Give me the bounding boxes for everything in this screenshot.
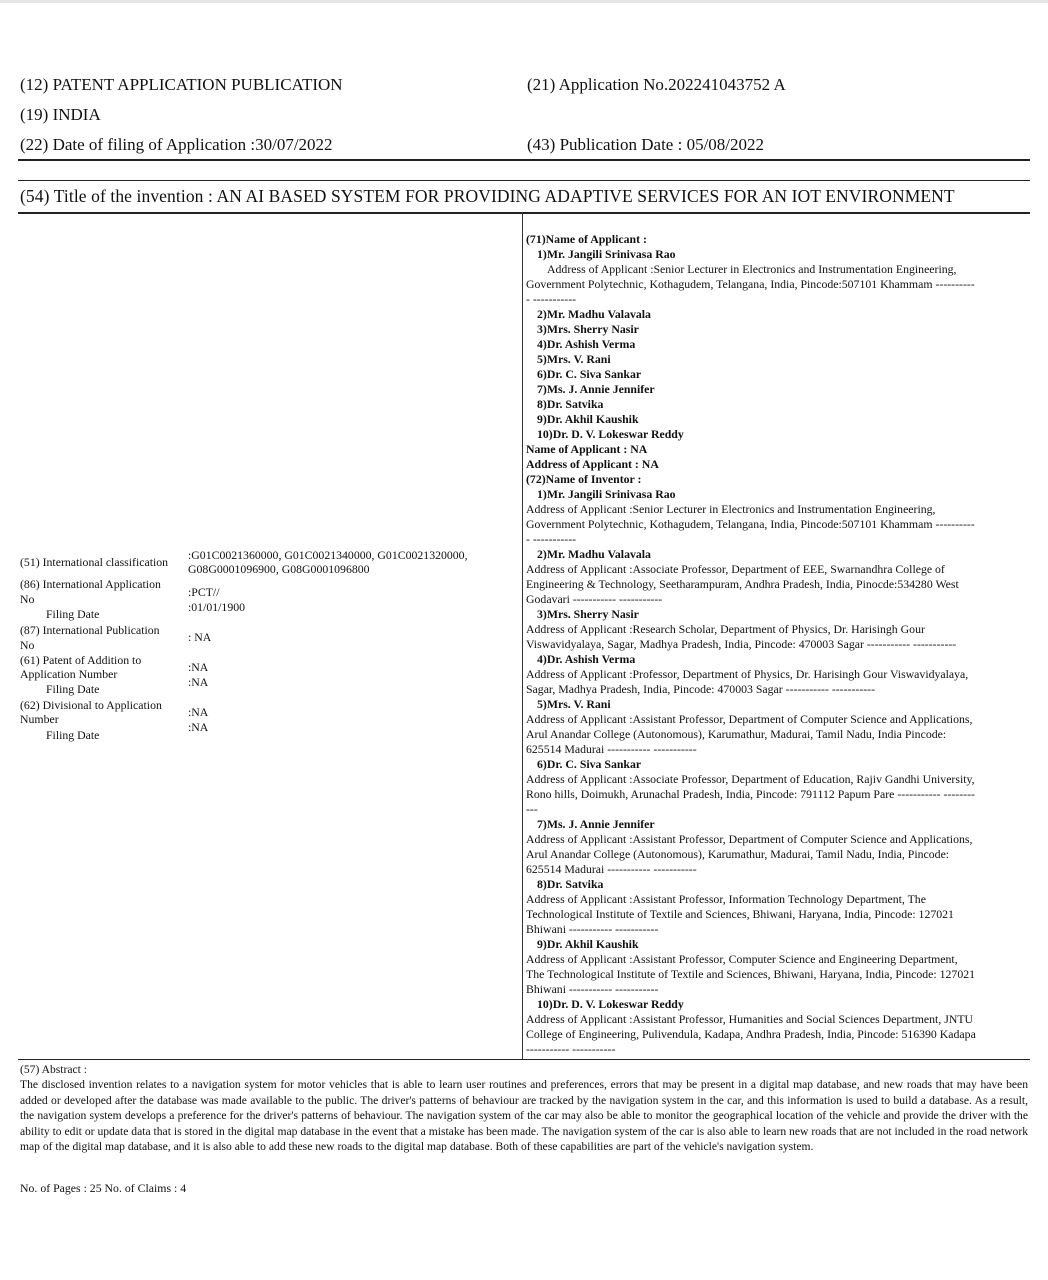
applicant-heading-line: (72)Name of Inventor : xyxy=(526,472,642,486)
applicant-heading-line: 7)Ms. J. Annie Jennifer xyxy=(537,382,655,396)
applicant-heading-line: 9)Dr. Akhil Kaushik xyxy=(537,412,639,426)
field-61-label: (61) Patent of Addition to xyxy=(20,653,142,667)
applicant-address-line: --- xyxy=(526,802,538,816)
applicant-heading-line: (71)Name of Applicant : xyxy=(526,232,647,246)
field-86-value: :PCT// xyxy=(188,585,220,599)
field-86-filing-label: Filing Date xyxy=(46,607,100,621)
applicant-heading-line: 4)Dr. Ashish Verma xyxy=(537,337,636,351)
field-62-filing-label: Filing Date xyxy=(46,728,100,742)
applicant-address-line: Bhiwani ----------- ----------- xyxy=(526,982,659,996)
filing-date: (22) Date of filing of Application :30/07/2022 xyxy=(20,135,333,154)
top-border xyxy=(0,0,1048,3)
publication-type: (12) PATENT APPLICATION PUBLICATION xyxy=(20,75,343,94)
applicant-heading-line: 6)Dr. C. Siva Sankar xyxy=(537,757,642,771)
applicant-address-line: Viswavidyalaya, Sagar, Madhya Pradesh, India, Pincode: 470003 Sagar ----------- ----------- xyxy=(526,637,957,651)
field-62-filing-value: :NA xyxy=(188,720,209,734)
field-61-label-2: Application Number xyxy=(20,667,118,681)
applicant-address-line: Godavari ----------- ----------- xyxy=(526,592,663,606)
field-51-value-2: G08G0001096900, G08G0001096800 xyxy=(188,562,370,576)
applicant-heading-line: 1)Mr. Jangili Srinivasa Rao xyxy=(537,487,676,501)
applicant-heading-line: 2)Mr. Madhu Valavala xyxy=(537,307,651,321)
applicant-address-line: Address of Applicant :Senior Lecturer in Electronics and Instrumentation Engineering, xyxy=(526,502,936,516)
applicant-heading-line: 5)Mrs. V. Rani xyxy=(537,697,611,711)
publication-date: (43) Publication Date : 05/08/2022 xyxy=(527,135,765,154)
applicant-heading-line: 6)Dr. C. Siva Sankar xyxy=(537,367,642,381)
applicant-heading-line: 7)Ms. J. Annie Jennifer xyxy=(537,817,655,831)
applicant-address-line: Address of Applicant :Professor, Department of Physics, Dr. Harisingh Gour Viswavidyalaya, xyxy=(526,667,969,681)
applicant-heading-line: 10)Dr. D. V. Lokeswar Reddy xyxy=(537,427,684,441)
applicant-address-line: Address of Applicant :Assistant Professor, Information Technology Department, The xyxy=(526,892,926,906)
field-62-label: (62) Divisional to Application xyxy=(20,698,162,712)
abstract-text: The disclosed invention relates to a navigation system for motor vehicles that is able to learn user routines and preferences, errors that may be present in a digital map database, and new roads that may have been added or developed after the database was made available to the public. The driver's patterns of behaviour are tracked by the navigation system in the car, and this information is used to build a database. As a result, the navigation system develops a preference for the driver's patterns of behaviour. The navigation system of the car may also be able to monitor the geographical location of the vehicle and provide the driver with the ability to edit or update data that is stored in the digital map database in the event that a mistake has been made. The navigation system of the car is also able to learn new roads that are not included in the road network map of the digital map database, and it is also able to add these new roads to the digital map database. Both of these capabilities are part of the vehicle's navigation system. xyxy=(20,1078,1028,1154)
field-61-value: :NA xyxy=(188,660,209,674)
title-divider xyxy=(18,212,1030,214)
field-87-label: (87) International Publication xyxy=(20,623,160,637)
field-62-value: :NA xyxy=(188,705,209,719)
country: (19) INDIA xyxy=(20,105,101,124)
applicant-heading-line: 9)Dr. Akhil Kaushik xyxy=(537,937,639,951)
column-divider xyxy=(522,212,523,1059)
applicant-address-line: ----------- ----------- xyxy=(526,1042,616,1056)
field-87-value: : NA xyxy=(188,630,212,644)
applicant-heading-line: 2)Mr. Madhu Valavala xyxy=(537,547,651,561)
pages-claims: No. of Pages : 25 No. of Claims : 4 xyxy=(20,1181,187,1195)
applicant-address-line: Arul Anandar College (Autonomous), Karumathur, Madurai, Tamil Nadu, India Pincode: xyxy=(526,727,947,741)
applicant-address-line: Government Polytechnic, Kothagudem, Telangana, India, Pincode:507101 Khammam ---------- xyxy=(526,277,975,291)
invention-title: (54) Title of the invention : AN AI BASED SYSTEM FOR PROVIDING ADAPTIVE SERVICES FOR AN IOT ENVIRONMENT xyxy=(20,186,955,206)
applicant-address-line: Rono hills, Doimukh, Arunachal Pradesh, India, Pincode: 791112 Papum Pare ----------- -------- xyxy=(526,787,975,801)
applicant-address-line: Address of Applicant :Associate Professor, Department of EEE, Swarnandhra College of xyxy=(526,562,945,576)
applicant-address-line: Sagar, Madhya Pradesh, India, Pincode: 470003 Sagar ----------- ----------- xyxy=(526,682,876,696)
applicant-address-line: 625514 Madurai ----------- ----------- xyxy=(526,862,697,876)
title-top-rule xyxy=(18,180,1030,181)
applicant-address-line: Address of Applicant :Assistant Professor, Humanities and Social Sciences Department, JNTU xyxy=(526,1012,974,1026)
applicant-address-line: Government Polytechnic, Kothagudem, Telangana, India, Pincode:507101 Khammam ---------- xyxy=(526,517,975,531)
header-divider xyxy=(18,159,1030,161)
applicant-address-line: Bhiwani ----------- ----------- xyxy=(526,922,659,936)
abstract-divider xyxy=(18,1059,1030,1060)
applicant-address-line: College of Engineering, Pulivendula, Kadapa, Andhra Pradesh, India, Pincode: 516390 Kadapa xyxy=(526,1027,976,1041)
applicant-address-line: Address of Applicant :Associate Professor, Department of Education, Rajiv Gandhi University, xyxy=(526,772,975,786)
applicant-heading-line: 1)Mr. Jangili Srinivasa Rao xyxy=(537,247,676,261)
applicant-address-line: Address of Applicant :Research Scholar, Department of Physics, Dr. Harisingh Gour xyxy=(526,622,925,636)
applicant-address-line: Address of Applicant :Senior Lecturer in Electronics and Instrumentation Engineering, xyxy=(547,262,957,276)
applicant-address-line: Address of Applicant :Assistant Professor, Department of Computer Science and Applications, xyxy=(526,712,973,726)
applicant-address-line: Arul Anandar College (Autonomous), Karumathur, Madurai, Tamil Nadu, India, Pincode: xyxy=(526,847,950,861)
applicant-heading-line: 3)Mrs. Sherry Nasir xyxy=(537,322,639,336)
field-86-filing-value: :01/01/1900 xyxy=(188,600,246,614)
applicant-heading-line: 3)Mrs. Sherry Nasir xyxy=(537,607,639,621)
applicant-address-line: Technological Institute of Textile and Sciences, Bhiwani, Haryana, India, Pincode: 127021 xyxy=(526,907,954,921)
applicant-heading-line: 8)Dr. Satvika xyxy=(537,397,604,411)
field-62-label-2: Number xyxy=(20,712,59,726)
applicant-heading-line: 4)Dr. Ashish Verma xyxy=(537,652,636,666)
applicant-address-line: The Technological Institute of Textile and Sciences, Bhiwani, Haryana, India, Pincode: 127021 xyxy=(526,967,976,981)
field-86-label-2: No xyxy=(20,592,35,606)
field-51-label: (51) International classification xyxy=(20,555,169,569)
applicant-address-line: - ----------- xyxy=(526,292,577,306)
applicant-heading-line: 8)Dr. Satvika xyxy=(537,877,604,891)
field-87-label-2: No xyxy=(20,638,35,652)
field-86-label: (86) International Application xyxy=(20,577,161,591)
abstract-heading: (57) Abstract : xyxy=(20,1063,87,1076)
applicant-address-line: Engineering & Technology, Seetharampuram, Andhra Pradesh, India, Pinocde:534280 West xyxy=(526,577,959,591)
applicant-address-line: 625514 Madurai ----------- ----------- xyxy=(526,742,697,756)
field-61-filing-value: :NA xyxy=(188,675,209,689)
applicant-address-line: - ----------- xyxy=(526,532,577,546)
field-61-filing-label: Filing Date xyxy=(46,682,100,696)
applicant-heading-line: Address of Applicant : NA xyxy=(526,457,659,471)
field-51-value: :G01C0021360000, G01C0021340000, G01C0021320000, xyxy=(188,548,468,562)
applicant-heading-line: Name of Applicant : NA xyxy=(526,442,648,456)
applicant-address-line: Address of Applicant :Assistant Professor, Computer Science and Engineering Department, xyxy=(526,952,958,966)
applicant-inventor-list xyxy=(526,232,1026,1057)
applicant-heading-line: 10)Dr. D. V. Lokeswar Reddy xyxy=(537,997,684,1011)
abstract-section xyxy=(20,1062,1028,1154)
applicant-address-line: Address of Applicant :Assistant Professor, Department of Computer Science and Applications, xyxy=(526,832,973,846)
application-number: (21) Application No.202241043752 A xyxy=(527,75,786,94)
applicant-heading-line: 5)Mrs. V. Rani xyxy=(537,352,611,366)
